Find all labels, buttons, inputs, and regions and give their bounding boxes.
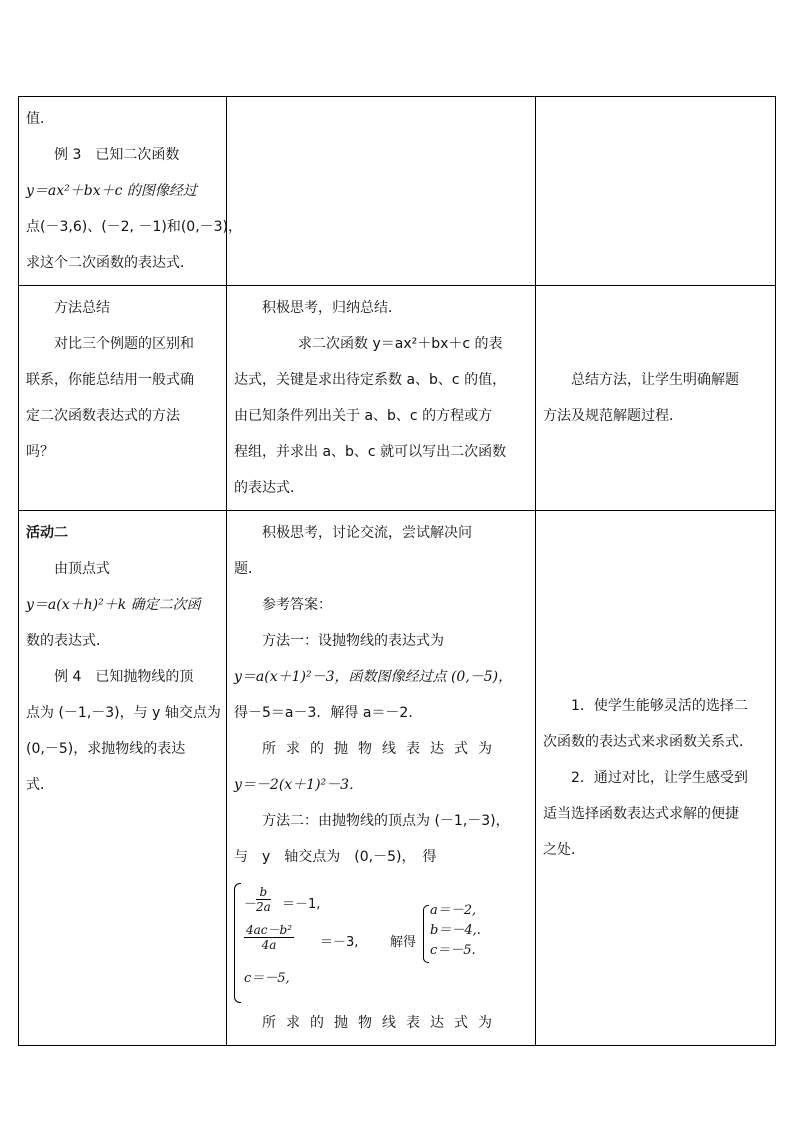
eq1-numerator: b [256, 885, 271, 900]
example-4-heading: 例 4 已知抛物线的顶 [54, 669, 194, 685]
table-row-example-3 [19, 97, 776, 286]
cell-student-activity [227, 286, 536, 511]
text-line: 求这个二次函数的表达式． [26, 255, 194, 271]
cell-method-summary [19, 286, 227, 511]
eq2-rhs: ＝－3, [320, 935, 359, 950]
right-brace [423, 905, 429, 963]
eq1-sign: － [244, 897, 258, 912]
text-line: 式． [26, 777, 54, 793]
text-line: (0,－5)，求抛物线的表达 [26, 741, 186, 757]
text-line: 求二次函数 y＝ax²＋bx＋c 的表 [298, 336, 503, 352]
solve-label: 解得 [390, 935, 417, 950]
method-2-heading: 方法二：由抛物线的顶点为 (－1,－3)， [262, 813, 510, 829]
text-line: 对比三个例题的区别和 [54, 336, 194, 352]
text-line: 由已知条件列出关于 a、b、c 的方程或方 [234, 408, 493, 424]
text-line: 所求的抛物线表达式为 [262, 1015, 502, 1031]
cell-reference-answer [227, 511, 536, 1046]
text-line: 由顶点式 [54, 561, 110, 577]
text-line: 之处． [543, 842, 585, 858]
text-line: 积极思考，归纳总结． [262, 300, 402, 316]
method-summary-heading: 方法总结 [54, 300, 110, 316]
text-line: 得－5＝a－3．解得 a＝－2． [234, 705, 423, 721]
left-brace [234, 883, 241, 1003]
text-line: 2．通过对比，让学生感受到 [571, 770, 748, 786]
text-line: 方法及规范解题过程． [543, 408, 683, 424]
text-line: y＝a(x＋h)²＋k 确定二次函 [26, 597, 201, 613]
text-line: 联系，你能总结用一般式确 [26, 372, 194, 388]
text-line: 次函数的表达式来求函数关系式． [543, 734, 753, 750]
text-line: 所求的抛物线表达式为 [262, 741, 502, 757]
eq2-fraction [244, 923, 294, 952]
cell-design-intent [536, 286, 776, 511]
table-row-method-summary [19, 286, 776, 511]
text-line: 点为 (－1,－3)，与 y 轴交点为 [26, 705, 221, 721]
method-1-heading: 方法一：设抛物线的表达式为 [262, 633, 444, 649]
text-line: 吗？ [26, 444, 54, 460]
text-line: 积极思考，讨论交流，尝试解决问 [262, 525, 472, 541]
text-line: 点(－3,6)、(－2, －1)和(0,－3)， [26, 219, 243, 235]
solution-c: c＝－5. [430, 943, 476, 958]
equation-system [234, 875, 528, 1005]
text-line: 达式，关键是求出待定系数 a、b、c 的值， [234, 372, 507, 388]
text-line: 题． [234, 561, 262, 577]
reference-answer-label: 参考答案： [262, 597, 332, 613]
lesson-table [18, 96, 776, 1046]
eq1-denominator: 2a [256, 900, 271, 914]
solution-b: b＝－4,. [430, 923, 481, 938]
example-3-heading: 例 3 已知二次函数 [54, 147, 180, 163]
cell-empty [227, 97, 536, 286]
text-line: y＝－2(x＋1)²－3． [234, 777, 364, 793]
solution-a: a＝－2, [430, 903, 477, 918]
text-line: y＝ax²＋bx＋c 的图像经过 [26, 183, 197, 199]
eq3: c＝－5, [244, 971, 290, 986]
eq1-fraction [256, 885, 271, 914]
text-line: 适当选择函数表达式求解的便捷 [543, 806, 739, 822]
text-line: 程组，并求出 a、b、c 就可以写出二次函数 [234, 444, 507, 460]
cell-example-3 [19, 97, 243, 286]
text-line: y＝a(x＋1)²－3，函数图像经过点 (0,－5)， [234, 669, 513, 685]
cell-design-intent-2 [536, 511, 776, 1046]
eq1-rhs: ＝－1, [282, 897, 321, 912]
activity-2-heading: 活动二 [26, 525, 68, 541]
cell-activity-2 [19, 511, 227, 1046]
cell-empty [536, 97, 776, 286]
text-line: 与 y 轴交点为 (0,－5)， 得 [234, 849, 437, 865]
text-line: 值． [26, 111, 54, 127]
table-row-activity-2 [19, 511, 776, 1046]
text-line: 定二次函数表达式的方法 [26, 408, 180, 424]
text-line: 数的表达式． [26, 633, 110, 649]
text-line: 的表达式． [234, 480, 304, 496]
eq2-numerator: 4ac－b² [246, 923, 293, 937]
text-line: 总结方法，让学生明确解题 [571, 372, 739, 388]
text-line: 1．使学生能够灵活的选择二 [571, 698, 748, 714]
eq2-denominator: 4a [261, 938, 277, 952]
